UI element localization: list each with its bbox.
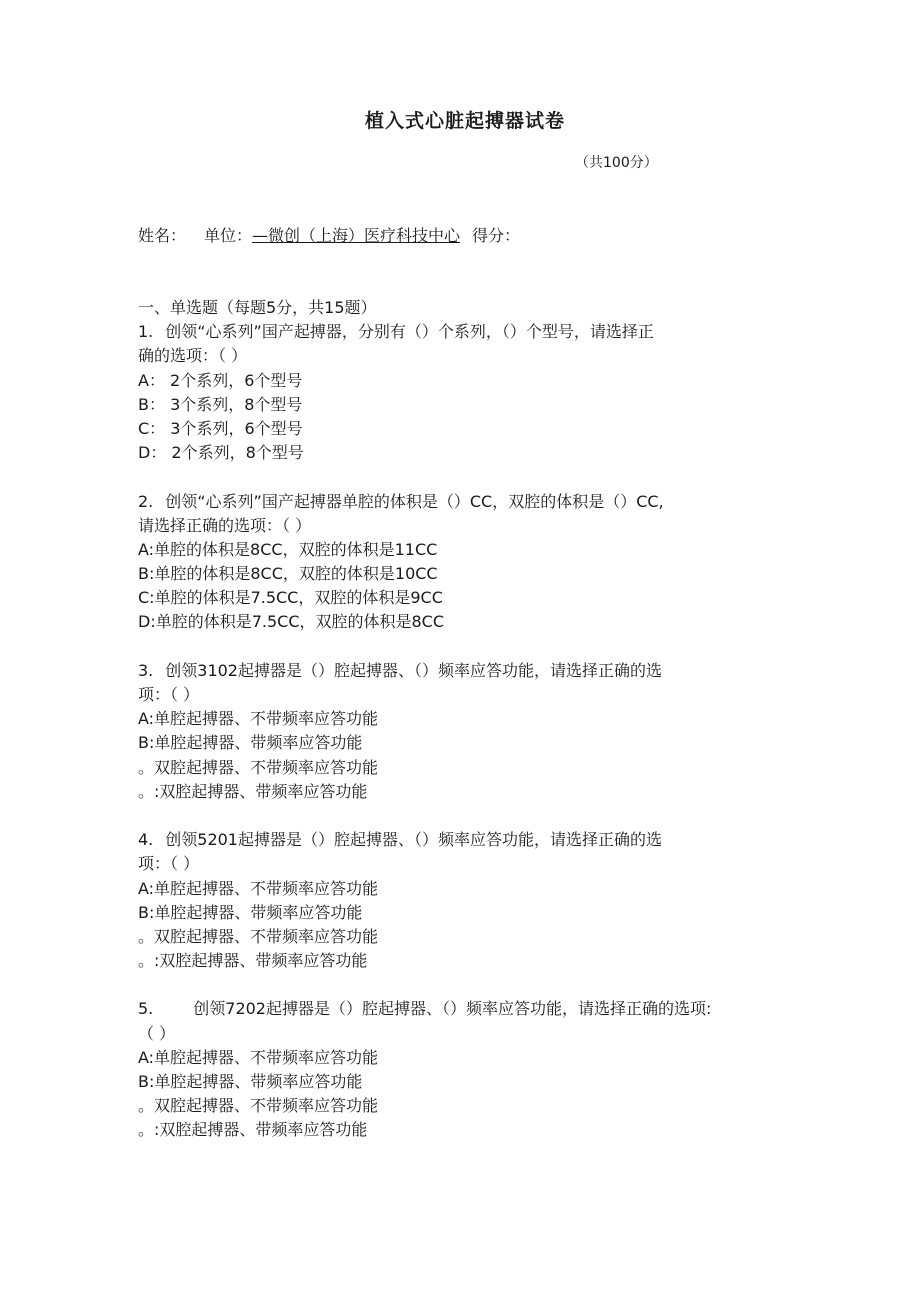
question-text: 创领7202起搏器是（）腔起搏器、（）频率应答功能，请选择正确的选项: [193,999,712,1019]
score-label: 得分： [472,226,521,245]
name-label: 姓名： [138,226,187,245]
question-4 [138,828,798,973]
option-a: A:单腔起搏器、不带频率应答功能 [138,878,379,898]
question-stem [138,320,798,344]
section-heading: 一、单选题（每题5分，共15题） [138,298,377,317]
question-text-cont: （ ） [138,1023,176,1043]
question-2 [138,490,798,635]
question-number: 4. [138,830,154,850]
option-b: B:单腔起搏器、带频率应答功能 [138,1072,363,1091]
question-stem [138,659,798,683]
option-d: D:单腔的体积是7.5CC，双腔的体积是8CC [138,612,445,632]
option-c: C:单腔的体积是7.5CC，双腔的体积是9CC [138,588,443,608]
option-b: B:单腔的体积是8CC，双腔的体积是10CC [138,564,438,584]
option-a: A： 2个系列，6个型号 [138,370,303,390]
question-text: 创领“心系列”国产起搏器单腔的体积是（）CC，双腔的体积是（）CC, [165,491,664,511]
option-b: B:单腔起搏器、带频率应答功能 [138,902,363,922]
question-number: 2. [138,491,154,511]
option-a: A:单腔的体积是8CC，双腔的体积是11CC [138,539,438,559]
question-text: 创领“心系列”国产起搏器，分别有（）个系列，（）个型号，请选择正 [165,322,654,342]
question-number: 1. [138,322,154,342]
option-c: 。双腔起搏器、不带频率应答功能 [138,926,379,946]
question-text-cont: 项：（ ） [138,854,200,874]
option-d: D： 2个系列，8个型号 [138,443,304,463]
option-b: B:单腔起搏器、带频率应答功能 [138,733,363,753]
total-score: （共100分） [575,155,658,171]
question-stem [138,997,798,1021]
question-1 [138,320,798,465]
option-b: B： 3个系列，8个型号 [138,394,303,414]
question-text: 创领3102起搏器是（）腔起搏器、（）频率应答功能，请选择正确的选 [165,660,662,680]
option-d: 。:双腔起搏器、带频率应答功能 [138,951,368,971]
option-a: A:单腔起搏器、不带频率应答功能 [138,709,379,729]
unit-label: 单位： [204,226,253,245]
unit-value: —微创（上海）医疗科技中心 [252,226,461,245]
question-5 [138,997,798,1142]
question-number: 5. [138,999,154,1019]
question-text-cont: 请选择正确的选项：（ ） [138,515,312,535]
exam-title: 植入式心脏起搏器试卷 [364,110,565,132]
option-c: C： 3个系列，6个型号 [138,418,303,438]
question-text-cont: 项：（ ） [138,685,200,704]
question-text-cont: 确的选项：（ ） [138,346,248,366]
question-stem [138,490,798,514]
question-3 [138,659,798,804]
question-stem [138,828,798,852]
examinee-info [138,223,520,246]
option-d: 。:双腔起搏器、带频率应答功能 [138,781,368,801]
question-number: 3. [138,660,154,680]
option-a: A:单腔起搏器、不带频率应答功能 [138,1047,379,1067]
option-c: 。双腔起搏器、不带频率应答功能 [138,757,379,777]
option-c: 。双腔起搏器、不带频率应答功能 [138,1096,379,1116]
option-d: 。:双腔起搏器、带频率应答功能 [138,1120,368,1140]
exam-content [138,296,798,1143]
question-text: 创领5201起搏器是（）腔起搏器、（）频率应答功能，请选择正确的选 [165,830,662,850]
